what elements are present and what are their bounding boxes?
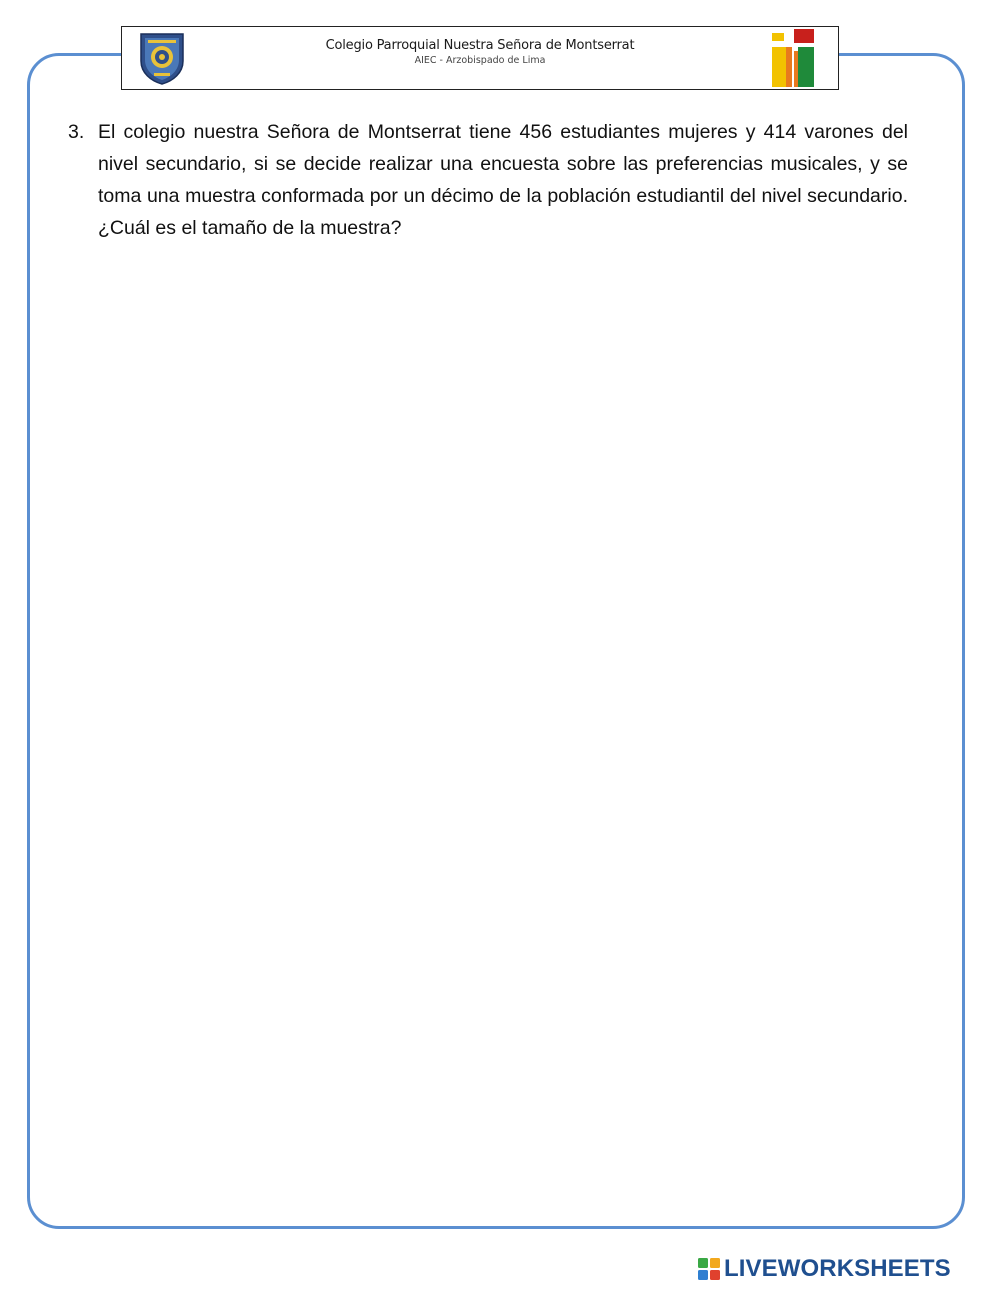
brand-name: LIVEWORKSHEETS [724,1255,951,1282]
school-name: Colegio Parroquial Nuestra Señora de Montserrat [325,38,635,53]
school-header [121,26,839,90]
school-crest-logo [138,31,186,85]
aiec-logo [768,27,820,91]
question-3 [68,116,908,244]
question-number: 3. [68,121,85,143]
liveworksheets-brand[interactable] [697,1254,951,1284]
school-subtitle: AIEC - Arzobispado de Lima [414,55,546,66]
question-text: El colegio nuestra Señora de Montserrat tiene 456 estudiantes mujeres y 414 varones del nivel secundario, si se decide realizar una encuesta sobre las preferencias musicales, y se toma una muestra conformada por un décimo de la población estudiantil del nivel secundario. ¿Cuál es el tamaño de la muestra? [98,121,908,239]
liveworksheets-logo-icon [697,1257,721,1281]
